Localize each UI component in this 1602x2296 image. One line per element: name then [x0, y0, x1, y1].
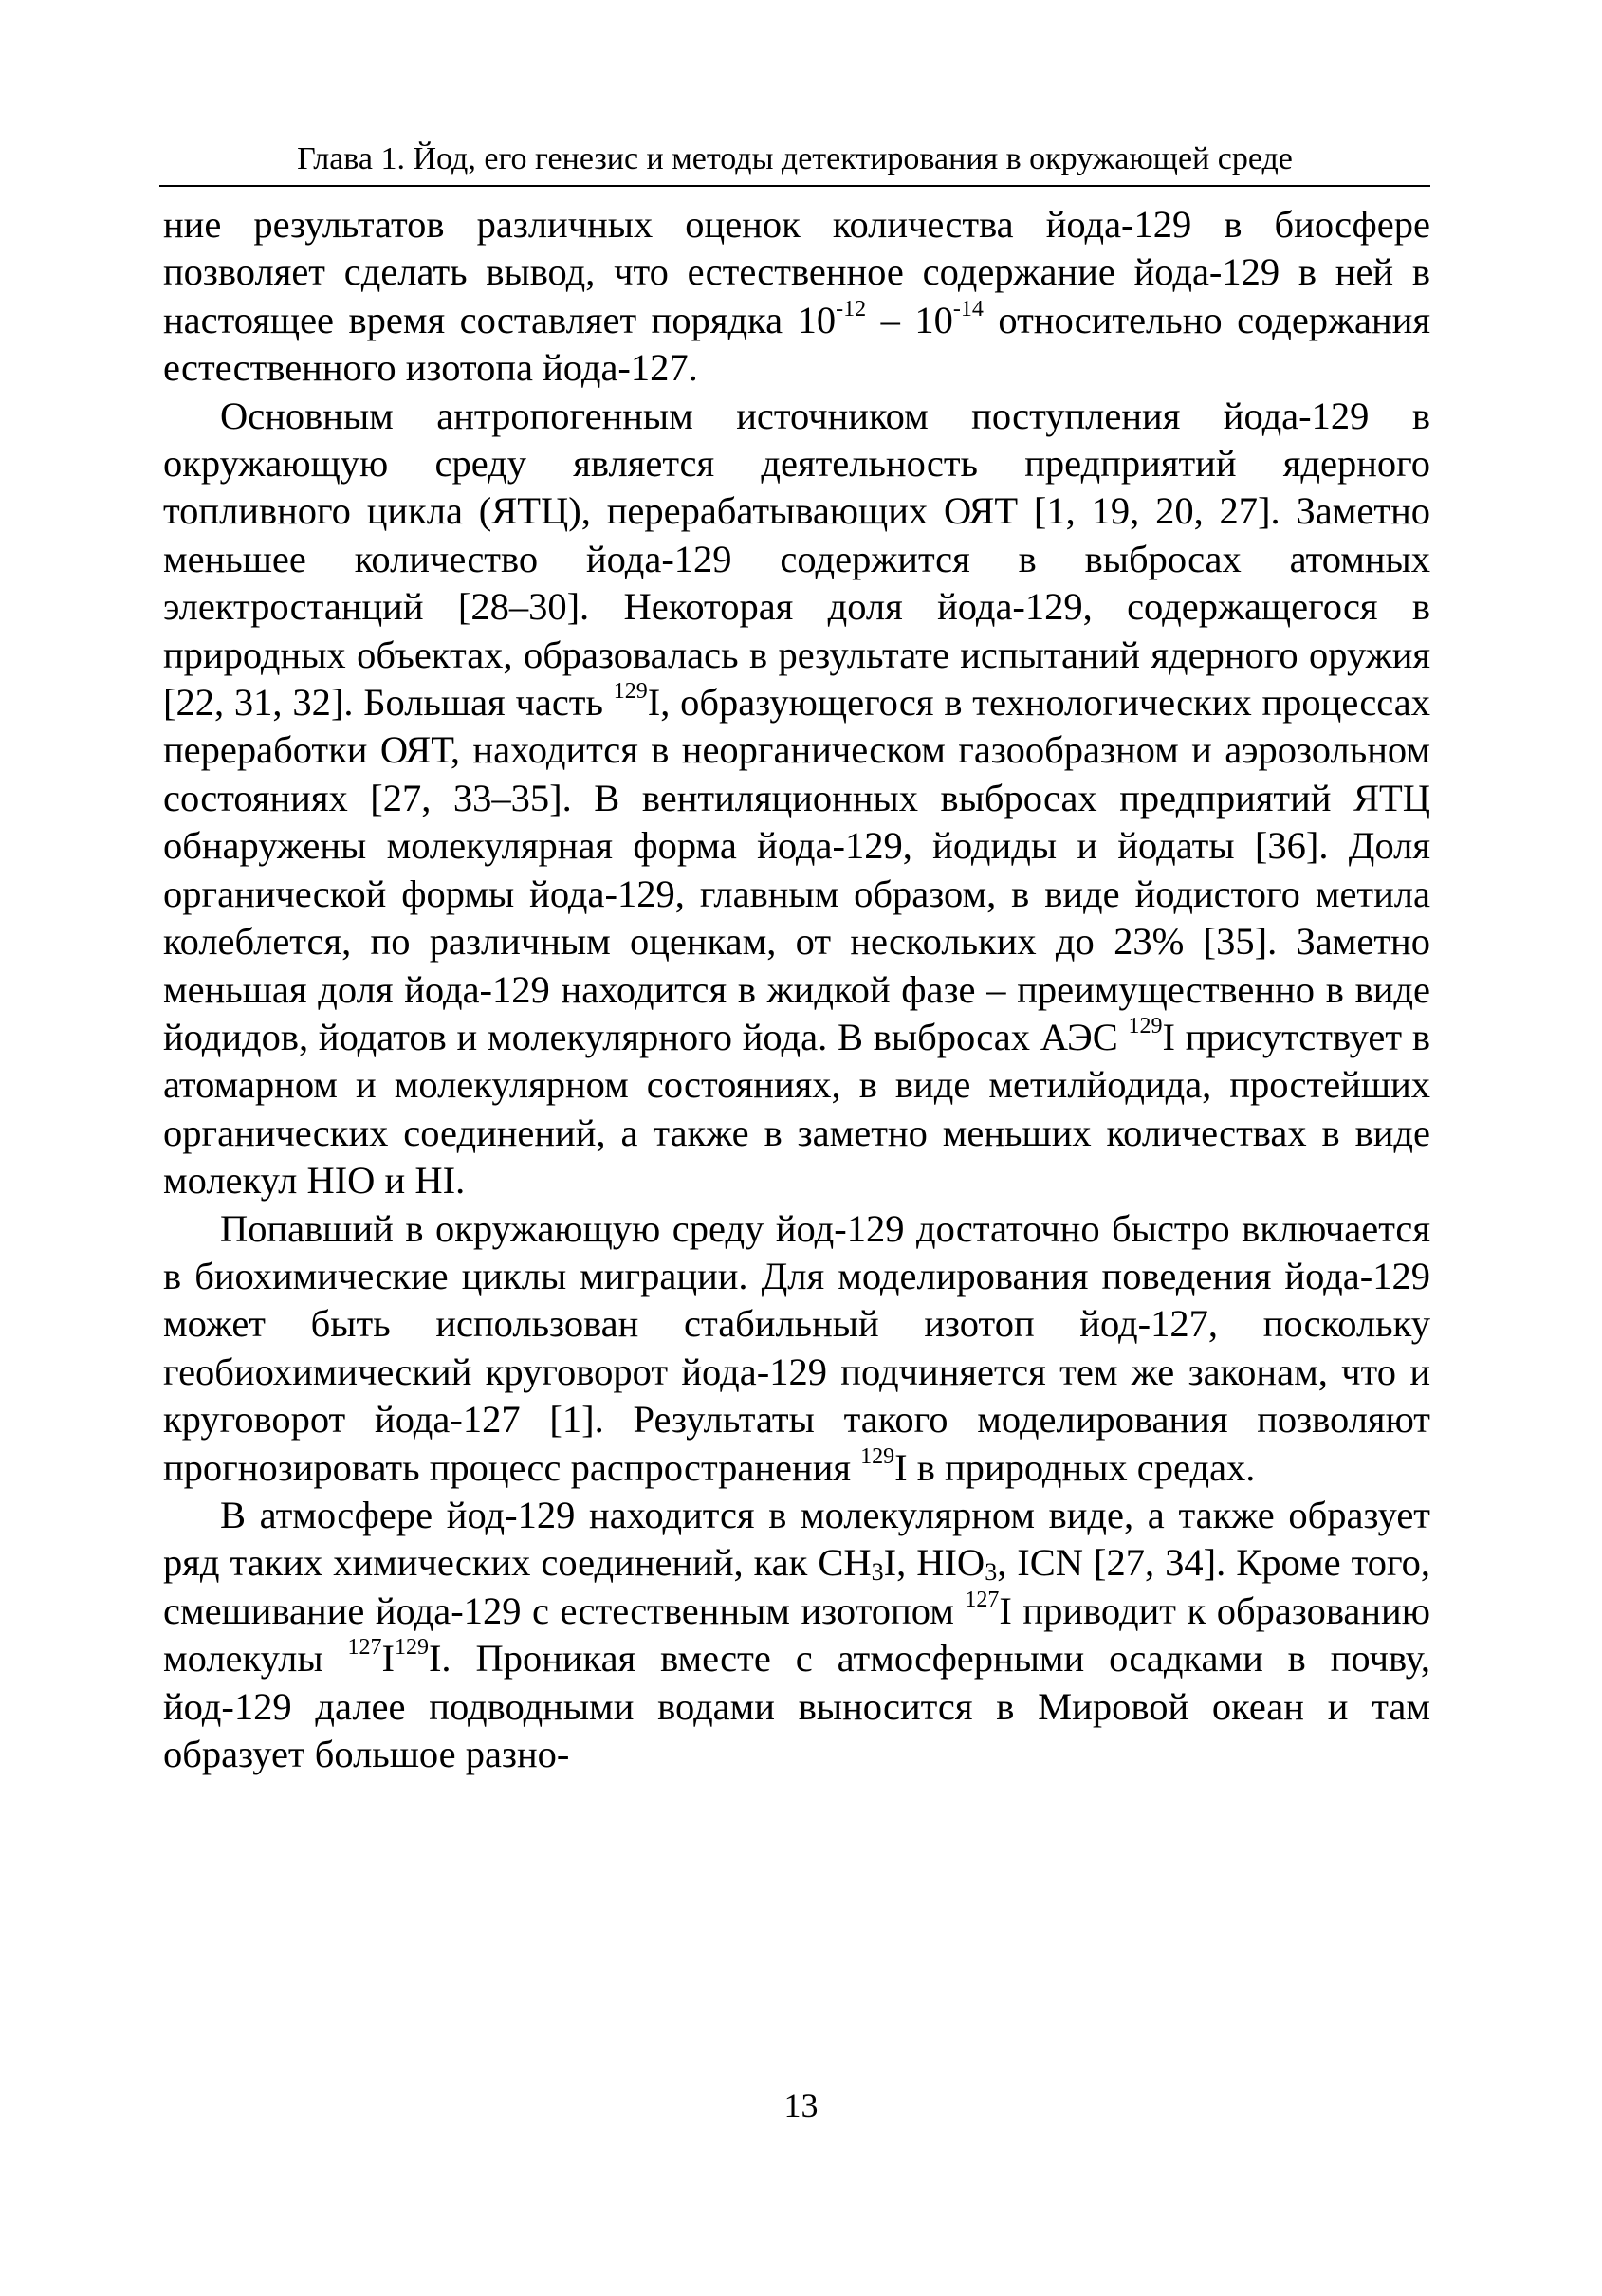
paragraph-4-text-3: , ICN [27, 34]. Кроме того, смешивание йода-129 с естественным изотопом: [163, 1541, 1430, 1632]
paragraph-2-text-2: I, образующегося в технологических процессах переработки ОЯТ, находится в неорганическом газообразном и аэрозольном состояниях [27, 33–35]. В вентиляционных выбросах предприятий ЯТЦ обнаружены молекулярная форма йода-129, йодиды и йодаты [36]. Доля органической формы йода-129, главным образом, в виде йодистого метила колеблется, по различным оценкам, от нескольких до 23% [35]. Заметно меньшая доля йода-129 находится в жидкой фазе – преимущественно в виде йодидов, йодатов и молекулярного йода. В выбросах АЭС: [163, 681, 1431, 1058]
paragraph-4-text-4: I приводит к образованию молекулы: [163, 1589, 1430, 1681]
isotope-mass-number: 129: [860, 1443, 895, 1469]
paragraph-2-text-1: Основным антропогенным источником поступления йода-129 в окружающую среду является деятельность предприятий ядерного топливного цикла (ЯТЦ), перерабатывающих ОЯТ [1, 19, 20, 27]. Заметно меньшее количество йода-129 содержится в выбросах атомных электростанций [28–30]. Некоторая доля йода-129, содержащегося в природных объектах, образовалась в результате испытаний ядерного оружия [22, 31, 32]. Большая часть: [163, 394, 1430, 725]
paragraph-1-text-3: относительно содержания естественного изотопа йода-127.: [163, 298, 1430, 390]
paragraph-2: [163, 393, 1430, 1205]
formula-subscript: 3: [871, 1558, 884, 1587]
paragraph-2-text-3: I присутствует в атомарном и молекулярном состояниях, в виде метилйодида, простейших органических соединений, а также в заметно меньших количествах в виде молекул HIO и HI.: [163, 1015, 1430, 1203]
page-number: 13: [783, 2086, 819, 2124]
paragraph-4-text-5: I: [381, 1637, 395, 1681]
paragraph-4-text-2: I, HIO: [883, 1541, 985, 1585]
paragraph-3-text-1: Попавший в окружающую среду йод-129 достаточно быстро включается в биохимические циклы миграции. Для моделирования поведения йода-129 может быть использован стабильный изотоп йод-127, поскольку геобиохимический круговорот йода-129 подчиняется тем же законам, что и круговорот йода-127 [1]. Результаты такого моделирования позволяют прогнозировать процесс распространения: [163, 1206, 1430, 1489]
running-header: Глава 1. Йод, его генезис и методы детектирования в окружающей среде: [297, 141, 1293, 176]
paragraph-1-text-1: ние результатов различных оценок количества йода-129 в биосфере позволяет сделать вывод, что естественное содержание йода-129 в ней в настоящее время составляет порядка 10: [163, 203, 1430, 341]
header-divider: [159, 185, 1430, 187]
body-text: [163, 201, 1430, 1778]
isotope-mass-number: 129: [394, 1635, 429, 1661]
exponent: -14: [952, 296, 984, 321]
isotope-mass-number: 127: [347, 1635, 382, 1661]
paragraph-4: [163, 1492, 1430, 1778]
paragraph-1: [163, 201, 1430, 393]
paragraph-3-text-2: I в природных средах.: [894, 1445, 1256, 1489]
paragraph-4-text-6: I. Проникая вместе с атмосферными осадками в почву, йод-129 далее подводными водами выносится в Мировой океан и там образует большое разно-: [163, 1637, 1431, 1775]
isotope-mass-number: 127: [965, 1587, 1000, 1612]
formula-subscript: 3: [985, 1558, 998, 1587]
paragraph-1-text-2: – 10: [866, 298, 953, 341]
paragraph-4-text-1: В атмосфере йод-129 находится в молекулярном виде, а также образует ряд таких химических соединений, как CH: [163, 1493, 1430, 1585]
paragraph-3: [163, 1205, 1430, 1492]
isotope-mass-number: 129: [1128, 1013, 1163, 1038]
exponent: -12: [836, 296, 867, 321]
isotope-mass-number: 129: [613, 679, 648, 705]
